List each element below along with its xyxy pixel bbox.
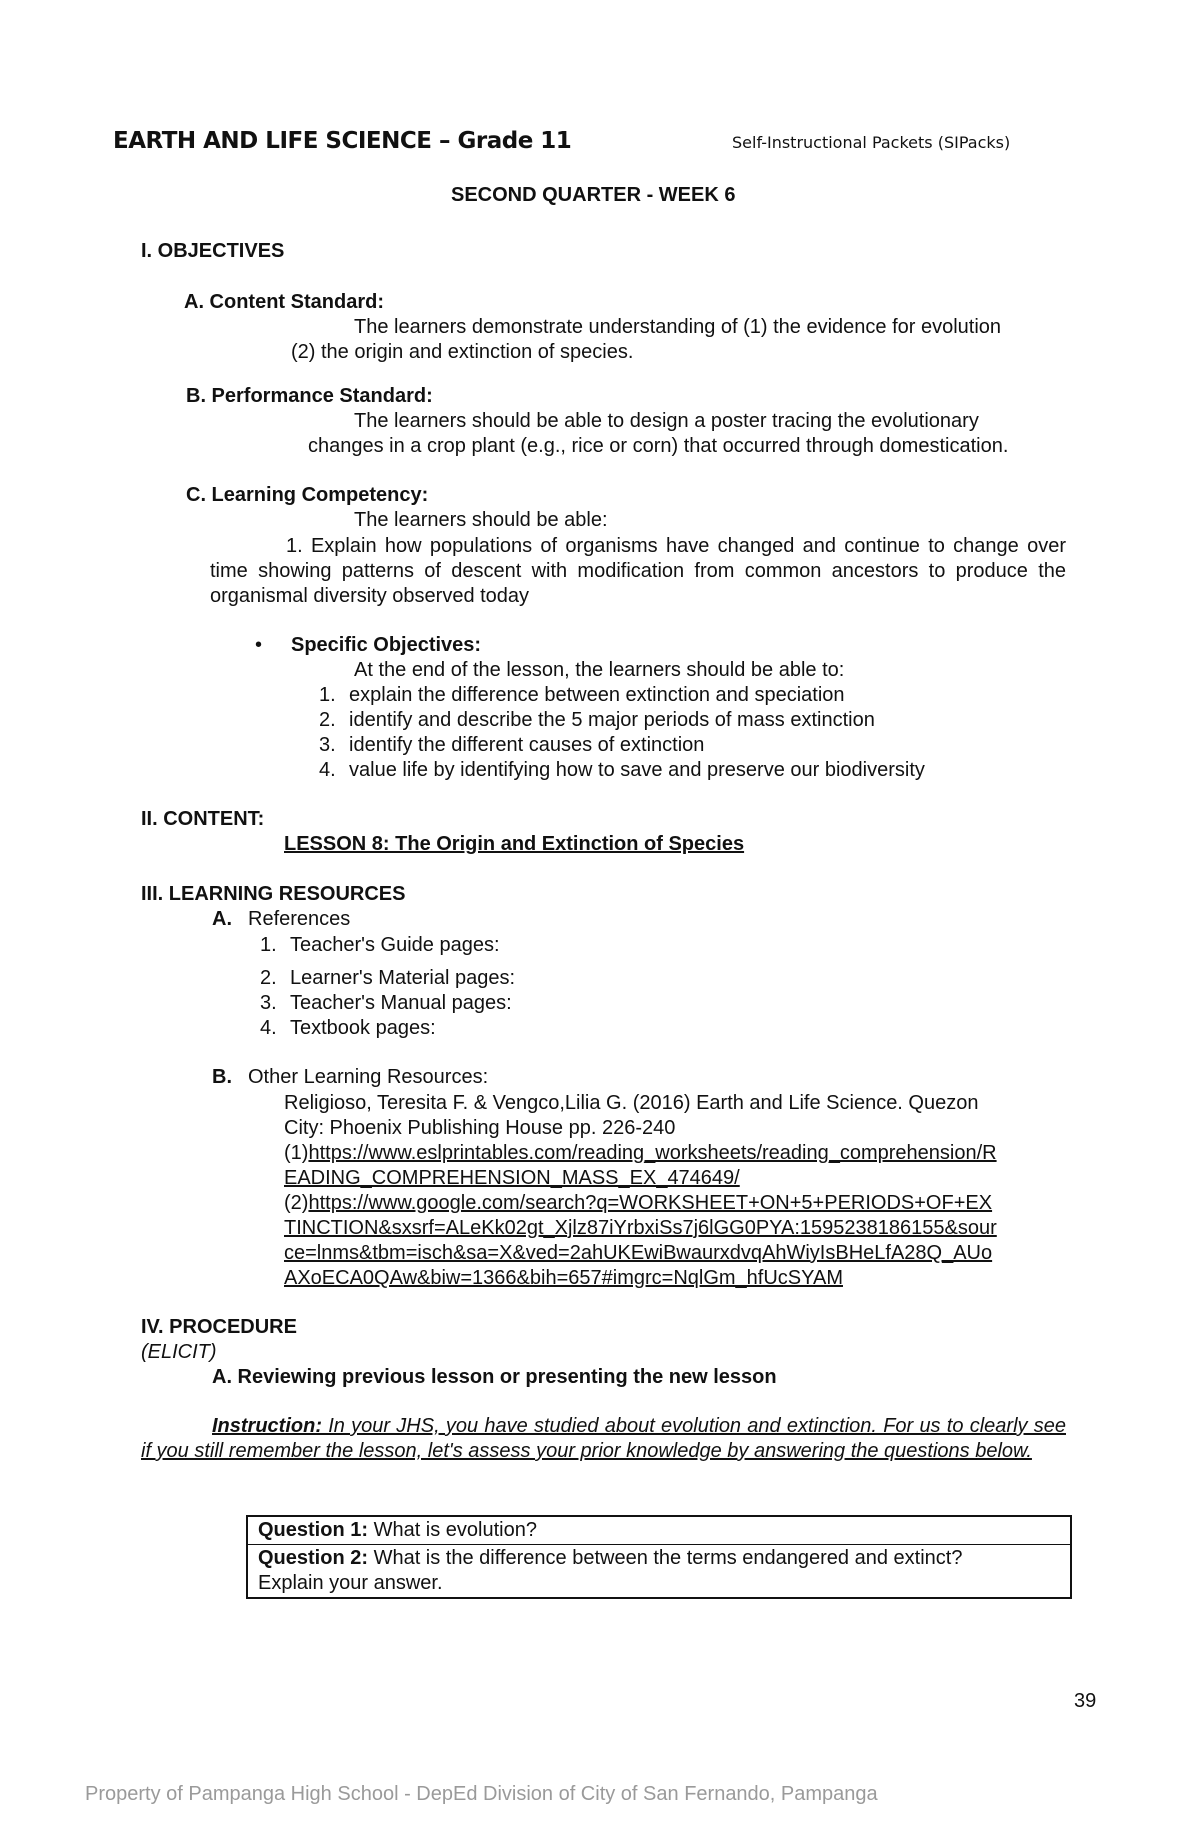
list-item: 4. Textbook pages:	[260, 1017, 436, 1039]
citation-line1: Religioso, Teresita F. & Vengco,Lilia G. (2016) Earth and Life Science. Quezon	[284, 1092, 979, 1114]
learning-competency-intro: The learners should be able:	[354, 509, 608, 531]
table-row	[247, 1516, 1071, 1545]
content-standard-line2: (2) the origin and extinction of species.	[291, 341, 634, 363]
page-number: 39	[1074, 1690, 1097, 1712]
procedure-subheading: A. Reviewing previous lesson or presenting the new lesson	[212, 1366, 777, 1388]
document-series-header: Self-Instructional Packets (SIPacks)	[732, 133, 1011, 152]
list-item: 2. Learner's Material pages:	[260, 967, 516, 989]
content-standard-label: A. Content Standard:	[184, 291, 384, 313]
reference-link-2[interactable]: (2)https://www.google.com/search?q=WORKSHEET+ON+5+PERIODS+OF+EX	[284, 1192, 993, 1214]
list-item: 2. identify and describe the 5 major periods of mass extinction	[319, 709, 875, 731]
learning-competency-label: C. Learning Competency:	[186, 484, 429, 506]
learning-competency-item: 1. Explain how populations of organisms have changed and continue to change over time showing patterns of descent with modification from common ancestors to produce the organismal diversity observed today	[210, 535, 1066, 607]
elicit-label: (ELICIT)	[141, 1341, 217, 1363]
document-subject-header: EARTH AND LIFE SCIENCE – Grade 11	[113, 128, 572, 154]
instruction-paragraph: Instruction: In your JHS, you have studied about evolution and extinction. For us to clearly see if you still remember the lesson, let's assess your prior knowledge by answering the questions below.	[141, 1415, 1066, 1462]
week-title: SECOND QUARTER - WEEK 6	[451, 184, 736, 206]
list-item: 4. value life by identifying how to save and preserve our biodiversity	[319, 759, 925, 781]
list-item: 3. Teacher's Manual pages:	[260, 992, 512, 1014]
list-item: 1. explain the difference between extinction and speciation	[319, 684, 845, 706]
footer-text: Property of Pampanga High School - DepEd Division of City of San Fernando, Pampanga	[85, 1783, 878, 1805]
lesson-title: LESSON 8: The Origin and Extinction of Species	[284, 833, 745, 855]
table-row	[247, 1545, 1071, 1599]
learning-resources-heading: III. LEARNING RESOURCES	[141, 883, 406, 905]
procedure-heading: IV. PROCEDURE	[141, 1316, 297, 1338]
reference-link-1[interactable]: (1)https://www.eslprintables.com/reading_worksheets/reading_comprehension/R	[284, 1142, 997, 1164]
objectives-heading: I. OBJECTIVES	[141, 240, 285, 262]
citation-line2: City: Phoenix Publishing House pp. 226-240	[284, 1117, 676, 1139]
list-item: 1. Teacher's Guide pages:	[260, 934, 500, 956]
content-standard-line1: The learners demonstrate understanding of (1) the evidence for evolution	[354, 316, 1002, 338]
list-item: 3. identify the different causes of extinction	[319, 734, 705, 756]
question-cell: Question 1: What is evolution?	[247, 1516, 1071, 1545]
references-item: A. References	[212, 908, 351, 930]
reference-link-2-cont[interactable]: AXoECA0QAw&biw=1366&bih=657#imgrc=NqlGm_hfUcSYAM	[284, 1267, 843, 1289]
specific-objectives-intro: At the end of the lesson, the learners should be able to:	[354, 659, 845, 681]
specific-objectives-label: Specific Objectives:	[291, 634, 482, 656]
reference-link-2-cont[interactable]: ce=lnms&tbm=isch&sa=X&ved=2ahUKEwiBwaurxdvqAhWiyIsBHeLfA28Q_AUo	[284, 1242, 993, 1264]
performance-standard-label: B. Performance Standard:	[186, 385, 433, 407]
content-heading: II. CONTENT:	[141, 808, 265, 830]
other-resources-item: B. Other Learning Resources:	[212, 1066, 489, 1088]
bullet: •	[255, 634, 263, 656]
reference-link-1-cont[interactable]: EADING_COMPREHENSION_MASS_EX_474649/	[284, 1167, 740, 1189]
performance-standard-line1: The learners should be able to design a poster tracing the evolutionary	[354, 410, 979, 432]
reference-link-2-cont[interactable]: TINCTION&sxsrf=ALeKk02gt_Xjlz87iYrbxiSs7j6lGG0PYA:1595238186155&sour	[284, 1217, 997, 1239]
questions-table	[246, 1515, 1072, 1599]
performance-standard-line2: changes in a crop plant (e.g., rice or corn) that occurred through domestication.	[308, 435, 1009, 457]
question-cell: Question 2: What is the difference between the terms endangered and extinct? Explain your answer.	[247, 1545, 1071, 1599]
